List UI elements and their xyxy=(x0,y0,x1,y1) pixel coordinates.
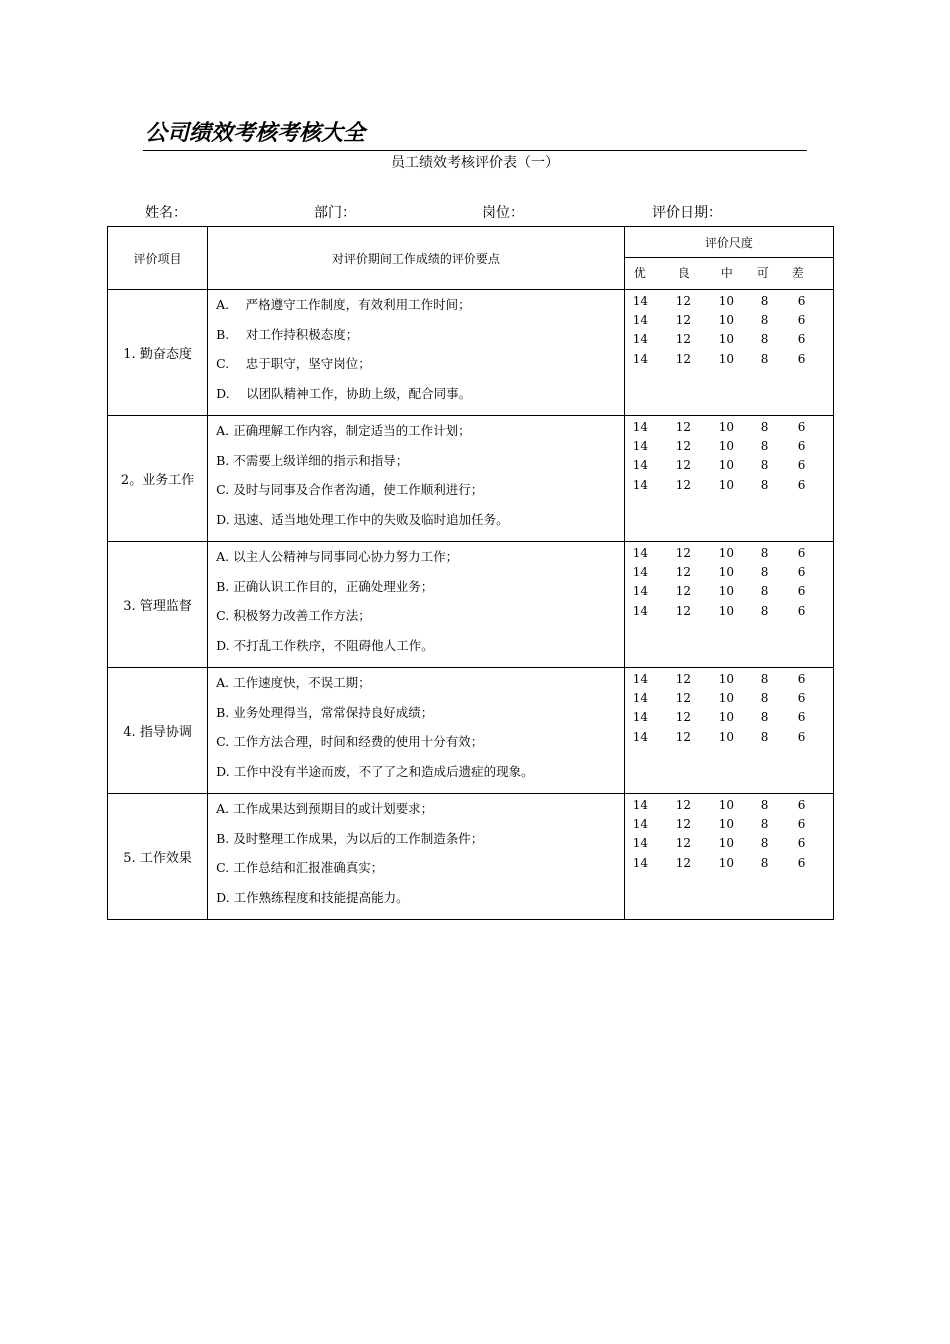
score-good: 12 xyxy=(675,332,691,347)
evaluation-points xyxy=(208,668,625,794)
score-fair: 8 xyxy=(760,332,769,347)
evaluation-point: B. 正确认识工作目的，正确处理业务； xyxy=(216,578,434,594)
score-good: 12 xyxy=(675,313,691,328)
score-poor: 6 xyxy=(797,691,806,706)
score-excellent: 14 xyxy=(632,477,648,492)
position-label: 岗位： xyxy=(482,205,524,221)
score-line xyxy=(625,816,833,835)
evaluation-point: B. 对工作持积极态度； xyxy=(216,326,359,342)
score-good: 12 xyxy=(675,420,691,434)
score-fair: 8 xyxy=(760,584,769,599)
score-fair: 8 xyxy=(760,313,769,328)
score-good: 12 xyxy=(675,546,691,560)
score-average: 10 xyxy=(718,672,734,686)
score-average: 10 xyxy=(718,603,734,618)
scale-scores xyxy=(624,542,833,668)
score-poor: 6 xyxy=(797,565,806,580)
evaluation-points xyxy=(208,794,625,920)
name-label: 姓名： xyxy=(145,205,187,221)
score-fair: 8 xyxy=(760,420,769,434)
score-good: 12 xyxy=(675,817,691,832)
score-average: 10 xyxy=(718,691,734,706)
score-poor: 6 xyxy=(797,798,806,812)
evaluation-item: 2。业务工作 xyxy=(108,416,208,542)
score-good: 12 xyxy=(675,855,691,870)
evaluation-date-label: 评价日期： xyxy=(652,205,722,221)
table-row xyxy=(108,290,834,416)
score-fair: 8 xyxy=(760,458,769,473)
score-poor: 6 xyxy=(797,855,806,870)
evaluation-point: D. 以团队精神工作，协助上级，配合同事。 xyxy=(216,385,472,401)
score-line xyxy=(625,564,833,583)
score-fair: 8 xyxy=(760,294,769,308)
score-fair: 8 xyxy=(760,691,769,706)
table-row xyxy=(108,668,834,794)
table-row xyxy=(108,416,834,542)
evaluation-point: C. 忠于职守，坚守岗位； xyxy=(216,356,371,371)
score-good: 12 xyxy=(675,439,691,454)
scale-scores xyxy=(624,668,833,794)
scale-scores xyxy=(624,290,833,416)
score-excellent: 14 xyxy=(632,710,648,725)
score-poor: 6 xyxy=(797,672,806,686)
score-good: 12 xyxy=(675,294,691,308)
score-fair: 8 xyxy=(760,565,769,580)
scale-scores xyxy=(624,794,833,920)
score-excellent: 14 xyxy=(632,294,648,308)
score-average: 10 xyxy=(718,817,734,832)
score-line xyxy=(625,729,833,748)
score-excellent: 14 xyxy=(632,332,648,347)
score-poor: 6 xyxy=(797,603,806,618)
score-excellent: 14 xyxy=(632,351,648,366)
evaluation-point: A. 以主人公精神与同事同心协力努力工作； xyxy=(216,549,459,564)
score-poor: 6 xyxy=(797,836,806,851)
evaluation-item: 3. 管理监督 xyxy=(108,542,208,668)
score-line xyxy=(625,709,833,728)
score-poor: 6 xyxy=(797,817,806,832)
score-average: 10 xyxy=(718,439,734,454)
score-good: 12 xyxy=(675,729,691,744)
evaluation-point: D. 工作熟练程度和技能提高能力。 xyxy=(216,889,409,905)
scale-level-fair: 可 xyxy=(756,266,769,280)
score-poor: 6 xyxy=(797,729,806,744)
score-excellent: 14 xyxy=(632,798,648,812)
score-good: 12 xyxy=(675,798,691,812)
evaluation-point: B. 及时整理工作成果，为以后的工作制造条件； xyxy=(216,830,484,846)
evaluation-item: 5. 工作效果 xyxy=(108,794,208,920)
evaluation-point: C. 及时与同事及合作者沟通，使工作顺利进行； xyxy=(216,482,484,497)
score-fair: 8 xyxy=(760,855,769,870)
evaluation-point: D. 工作中没有半途而废，不了了之和造成后遗症的现象。 xyxy=(216,763,534,779)
score-good: 12 xyxy=(675,458,691,473)
evaluation-point: C. 工作方法合理，时间和经费的使用十分有效； xyxy=(216,734,484,749)
score-excellent: 14 xyxy=(632,836,648,851)
score-excellent: 14 xyxy=(632,855,648,870)
score-line xyxy=(625,797,833,816)
table-row xyxy=(108,542,834,668)
score-good: 12 xyxy=(675,477,691,492)
score-line xyxy=(625,690,833,709)
score-poor: 6 xyxy=(797,351,806,366)
score-line xyxy=(625,855,833,874)
evaluation-item: 4. 指导协调 xyxy=(108,668,208,794)
score-fair: 8 xyxy=(760,710,769,725)
score-line xyxy=(625,312,833,331)
score-average: 10 xyxy=(718,855,734,870)
score-good: 12 xyxy=(675,565,691,580)
score-poor: 6 xyxy=(797,584,806,599)
score-good: 12 xyxy=(675,691,691,706)
score-poor: 6 xyxy=(797,439,806,454)
evaluation-points xyxy=(208,416,625,542)
score-average: 10 xyxy=(718,477,734,492)
evaluation-point: B. 不需要上级详细的指示和指导； xyxy=(216,452,409,468)
score-average: 10 xyxy=(718,313,734,328)
evaluation-item: 1. 勤奋态度 xyxy=(108,290,208,416)
score-good: 12 xyxy=(675,603,691,618)
score-line xyxy=(625,835,833,854)
document-title: 公司绩效考核考核大全 xyxy=(145,120,366,146)
score-average: 10 xyxy=(718,798,734,812)
evaluation-point: A. 工作速度快，不误工期； xyxy=(216,675,371,690)
score-fair: 8 xyxy=(760,546,769,560)
score-poor: 6 xyxy=(797,332,806,347)
employee-info-row xyxy=(0,203,950,223)
score-fair: 8 xyxy=(760,817,769,832)
form-title: 员工绩效考核评价表（一） xyxy=(391,155,559,171)
score-line xyxy=(625,351,833,370)
evaluation-point: D. 不打乱工作秩序，不阻碍他人工作。 xyxy=(216,637,434,653)
score-poor: 6 xyxy=(797,477,806,492)
score-excellent: 14 xyxy=(632,584,648,599)
evaluation-points xyxy=(208,542,625,668)
score-good: 12 xyxy=(675,351,691,366)
score-poor: 6 xyxy=(797,294,806,308)
score-average: 10 xyxy=(718,332,734,347)
score-good: 12 xyxy=(675,584,691,599)
header-item: 评价项目 xyxy=(108,227,208,290)
score-line xyxy=(625,293,833,312)
evaluation-point: A. 工作成果达到预期目的或计划要求； xyxy=(216,801,434,816)
score-excellent: 14 xyxy=(632,817,648,832)
score-fair: 8 xyxy=(760,351,769,366)
header-scale-levels xyxy=(624,258,833,290)
score-average: 10 xyxy=(718,294,734,308)
scale-level-good: 良 xyxy=(677,266,690,280)
score-average: 10 xyxy=(718,836,734,851)
score-excellent: 14 xyxy=(632,672,648,686)
score-good: 12 xyxy=(675,710,691,725)
scale-level-poor: 差 xyxy=(791,266,804,280)
score-average: 10 xyxy=(718,351,734,366)
score-fair: 8 xyxy=(760,603,769,618)
score-fair: 8 xyxy=(760,836,769,851)
evaluation-point: A. 正确理解工作内容，制定适当的工作计划； xyxy=(216,423,471,438)
score-average: 10 xyxy=(718,584,734,599)
score-poor: 6 xyxy=(797,546,806,560)
score-line xyxy=(625,419,833,438)
evaluation-table xyxy=(107,226,834,920)
score-average: 10 xyxy=(718,420,734,434)
score-excellent: 14 xyxy=(632,546,648,560)
score-excellent: 14 xyxy=(632,439,648,454)
score-line xyxy=(625,671,833,690)
score-excellent: 14 xyxy=(632,603,648,618)
evaluation-point: A. 严格遵守工作制度，有效利用工作时间； xyxy=(216,297,471,312)
scale-level-average: 中 xyxy=(720,266,733,280)
score-poor: 6 xyxy=(797,710,806,725)
score-fair: 8 xyxy=(760,477,769,492)
score-average: 10 xyxy=(718,546,734,560)
evaluation-point: D. 迅速、适当地处理工作中的失败及临时追加任务。 xyxy=(216,511,509,527)
score-fair: 8 xyxy=(760,729,769,744)
score-excellent: 14 xyxy=(632,565,648,580)
score-line xyxy=(625,603,833,622)
score-fair: 8 xyxy=(760,798,769,812)
score-good: 12 xyxy=(675,836,691,851)
header-points: 对评价期间工作成绩的评价要点 xyxy=(208,227,625,290)
score-fair: 8 xyxy=(760,439,769,454)
score-line xyxy=(625,438,833,457)
evaluation-point: B. 业务处理得当，常常保持良好成绩； xyxy=(216,704,434,720)
evaluation-point: C. 积极努力改善工作方法； xyxy=(216,608,371,623)
document-header xyxy=(143,118,807,151)
score-average: 10 xyxy=(718,565,734,580)
table-row xyxy=(108,794,834,920)
score-line xyxy=(625,545,833,564)
score-excellent: 14 xyxy=(632,313,648,328)
score-excellent: 14 xyxy=(632,729,648,744)
score-excellent: 14 xyxy=(632,458,648,473)
score-line xyxy=(625,477,833,496)
score-line xyxy=(625,457,833,476)
scale-scores xyxy=(624,416,833,542)
score-average: 10 xyxy=(718,458,734,473)
score-excellent: 14 xyxy=(632,691,648,706)
score-good: 12 xyxy=(675,672,691,686)
score-line xyxy=(625,331,833,350)
score-poor: 6 xyxy=(797,458,806,473)
score-excellent: 14 xyxy=(632,420,648,434)
score-poor: 6 xyxy=(797,420,806,434)
score-average: 10 xyxy=(718,729,734,744)
header-scale: 评价尺度 xyxy=(624,227,833,258)
score-line xyxy=(625,583,833,602)
evaluation-points xyxy=(208,290,625,416)
score-fair: 8 xyxy=(760,672,769,686)
scale-level-excellent: 优 xyxy=(633,266,646,280)
score-average: 10 xyxy=(718,710,734,725)
score-poor: 6 xyxy=(797,313,806,328)
evaluation-point: C. 工作总结和汇报准确真实； xyxy=(216,860,384,875)
department-label: 部门： xyxy=(314,205,356,221)
